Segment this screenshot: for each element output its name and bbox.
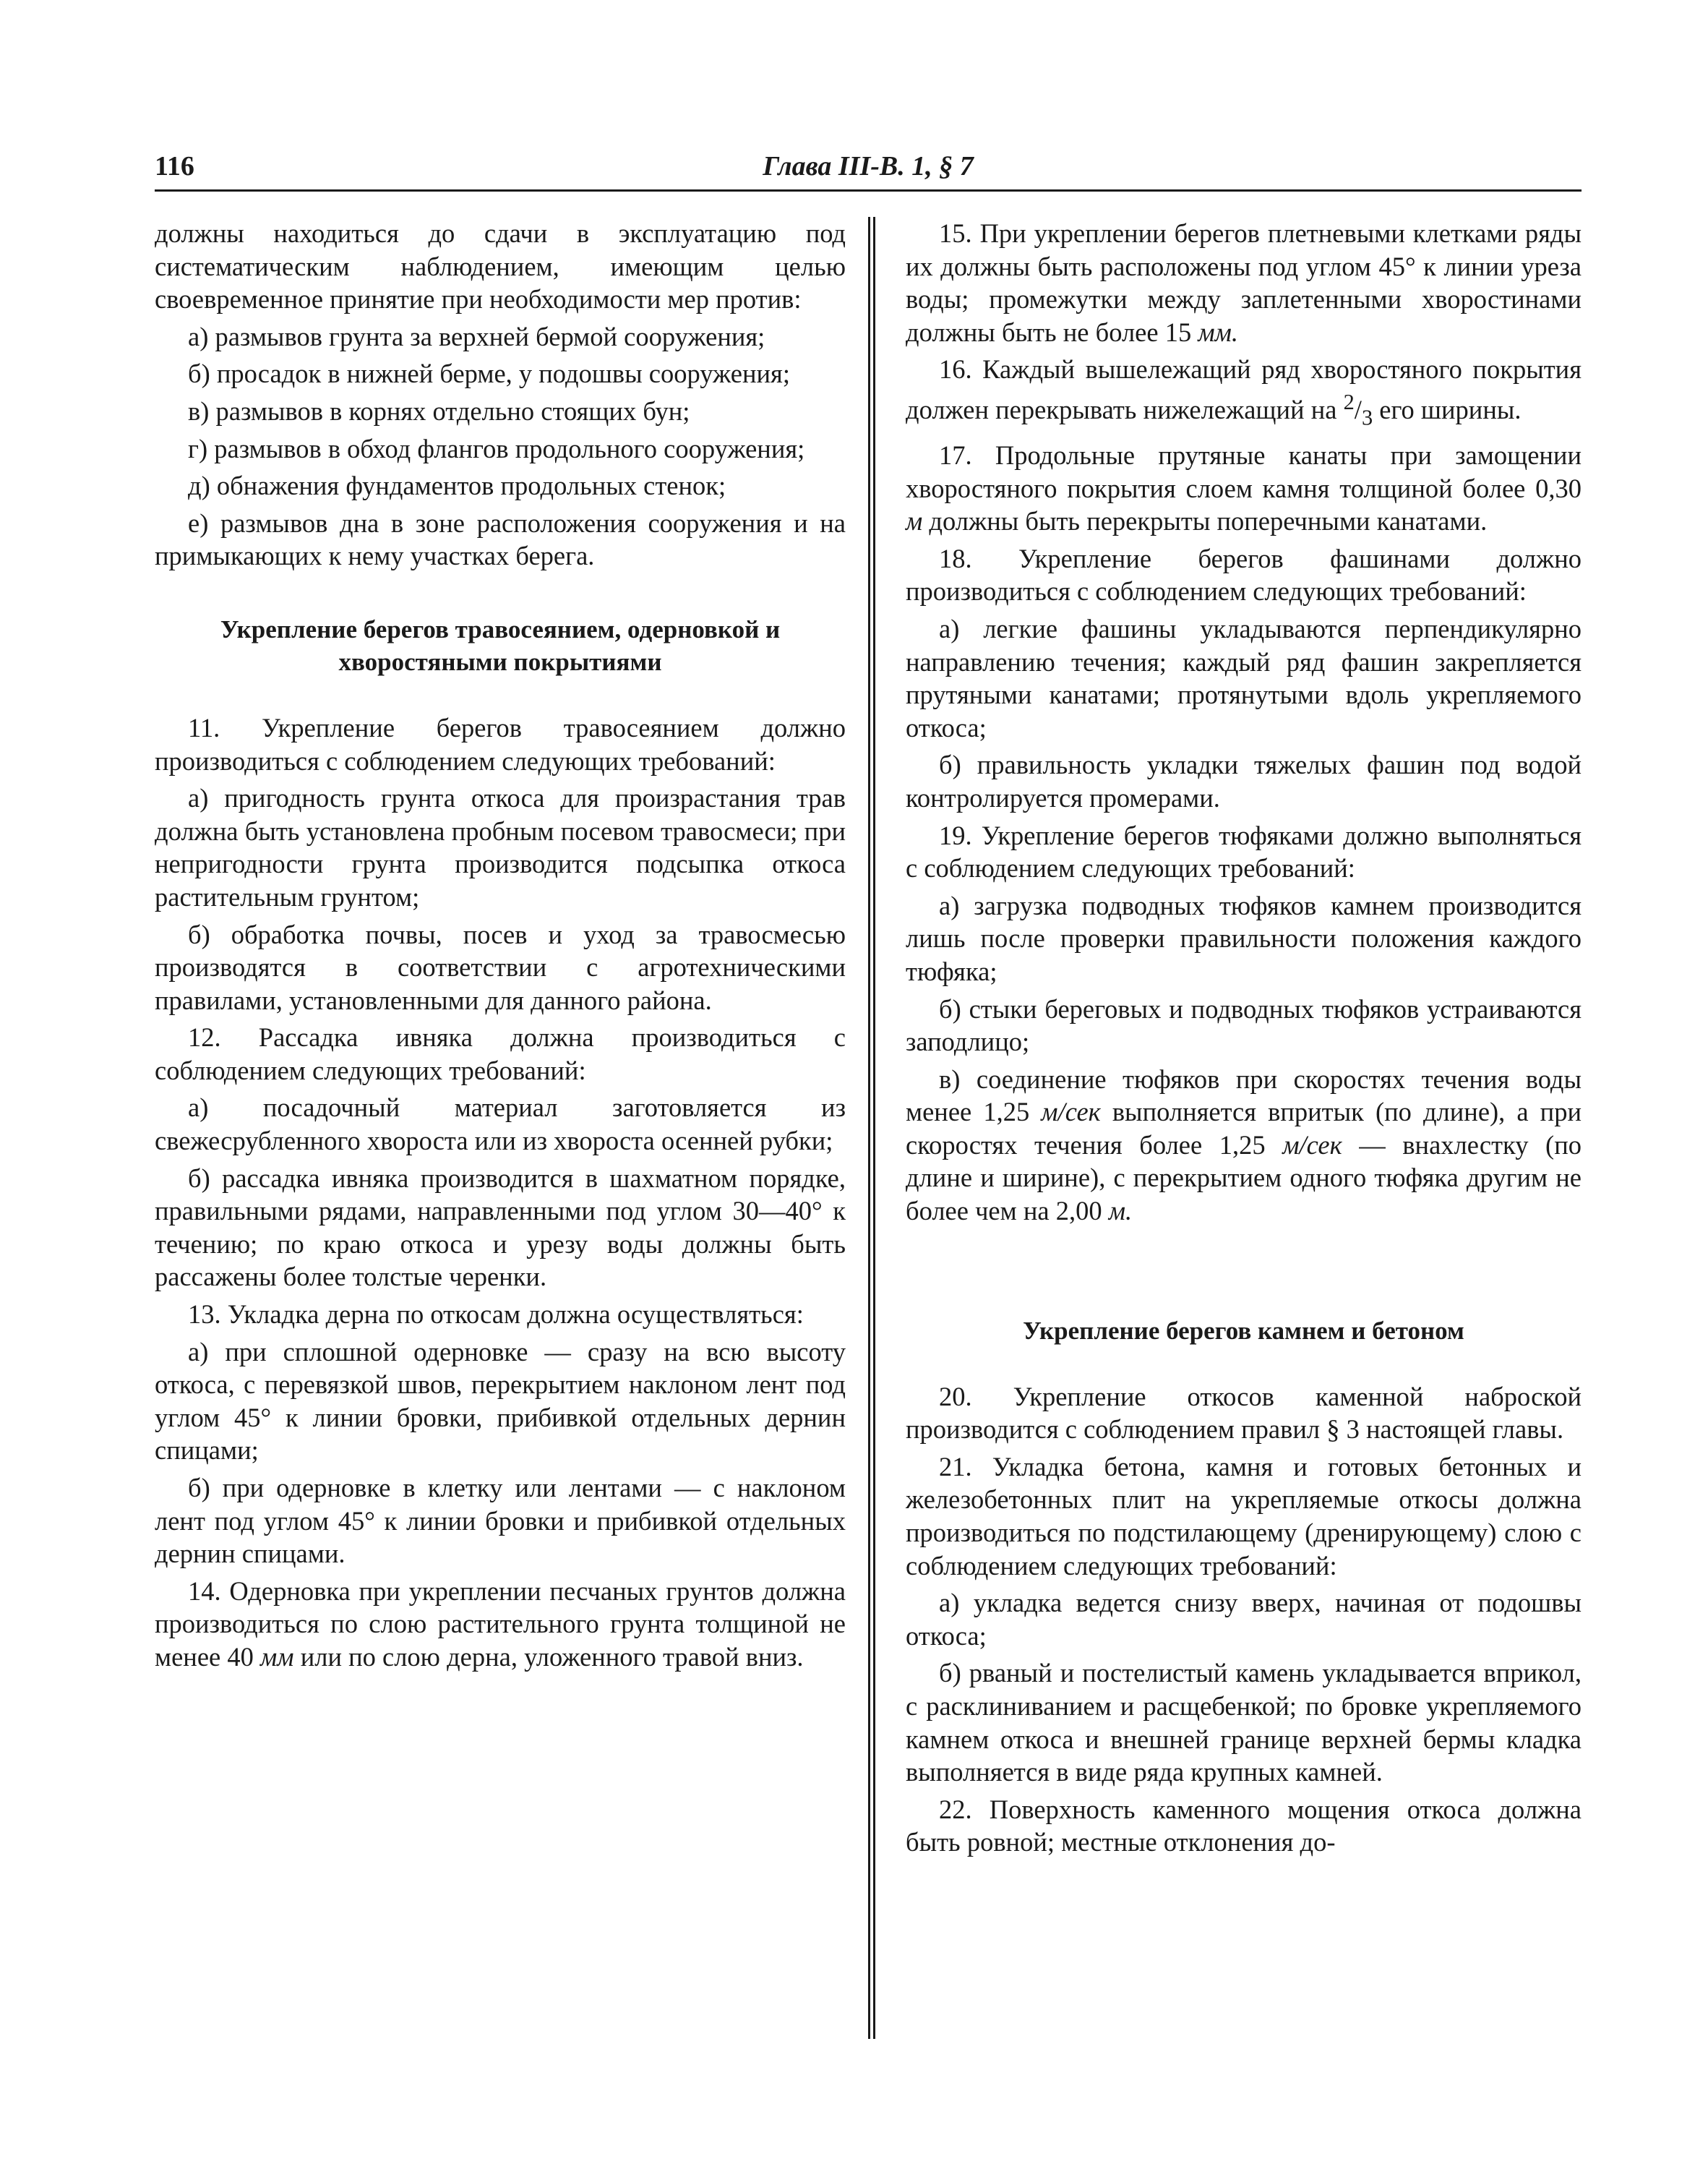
page-number: 116 xyxy=(155,151,194,181)
unit: мм. xyxy=(1198,317,1239,347)
paragraph xyxy=(155,1575,846,1674)
paragraph: 21. Укладка бетона, камня и готовых бетонных и железобетонных плит на укрепляемые откосы должна производиться по подстилающему (дренирующему) слою с соблюдением следующих требований: xyxy=(906,1451,1582,1581)
text: 14. Одерновка при укреплении песчаных грунтов должна производиться по слою растительного грунта толщиной не менее 40 xyxy=(155,1575,846,1672)
text: или по слою дерна, уложенного травой вниз. xyxy=(300,1641,804,1672)
left-column xyxy=(155,217,846,1678)
list-item: а) легкие фашины укладываются перпендикулярно направлению течения; каждый ряд фашин закрепляется прутяными канатами; протянутыми вдоль укрепляемого откоса; xyxy=(906,613,1582,743)
paragraph xyxy=(906,217,1582,348)
paragraph: 16. Каждый вышележащий ряд хворостяного покрытия должен перекрывать нижележащий на $^2/_3$ его ширины. xyxy=(906,354,1582,430)
list-item xyxy=(906,1063,1582,1228)
paragraph: 19. Укрепление берегов тюфяками должно выполняться с соблюдением следующих требований: xyxy=(906,820,1582,884)
paragraph: должны находиться до сдачи в эксплуатацию под систематическим наблюдением, имеющим целью своевременное принятие при необходимости мер против: xyxy=(155,218,846,315)
fraction-numerator: 2 xyxy=(1343,389,1355,414)
page-header xyxy=(155,150,1582,182)
text: его ширины. xyxy=(1379,395,1522,425)
right-column xyxy=(906,217,1582,1863)
list-item: б) рваный и постелистый камень укладывается вприкол, с расклиниванием и расщебенкой; по бровке укрепляемого камнем откоса и внешней границе верхней бермы кладка выполняется в виде ряда крупных камней. xyxy=(906,1658,1582,1787)
list-item: б) при одерновке в клетку или лентами — с наклоном лент под углом 45° к линии бровки и прибивкой отдельных дернин спицами. xyxy=(155,1473,846,1569)
unit: м xyxy=(906,506,923,536)
text: 16. Каждый вышележащий ряд хворостяного покрытия должен перекрывать нижележащий на xyxy=(906,354,1582,425)
paragraph: 22. Поверхность каменного мощения откоса должна быть ровной; местные отклонения до- xyxy=(906,1794,1582,1857)
list-item: а) пригодность грунта откоса для произрастания трав должна быть установлена пробным посевом травосмеси; при непригодности грунта производится подсыпка откоса растительным грунтом; xyxy=(155,783,846,912)
list-item: а) при сплошной одерновке — сразу на всю высоту откоса, с перевязкой швов, перекрытием наклоном лент под углом 45° к линии бровки, прибивкой отдельных дернин спицами; xyxy=(155,1336,846,1466)
list-item: в) размывов в корнях отдельно стоящих бун; xyxy=(188,395,690,426)
section-title: Укрепление берегов камнем и бетоном xyxy=(1023,1316,1464,1345)
section-title: Укрепление берегов травосеянием, одерновкой и хворостяными покрытиями xyxy=(220,615,781,676)
list-item: е) размывов дна в зоне расположения сооружения и на примыкающих к нему участках берега. xyxy=(155,508,846,571)
list-item: б) стыки береговых и подводных тюфяков устраиваются заподлицо; xyxy=(906,993,1582,1057)
paragraph: 20. Укрепление откосов каменной наброской производится с соблюдением правил § 3 настоящей главы. xyxy=(906,1381,1582,1445)
paragraph: 12. Рассадка ивняка должна производиться с соблюдением следующих требований: xyxy=(155,1022,846,1085)
list-item: б) рассадка ивняка производится в шахматном порядке, правильными рядами, направленными под углом 30—40° к течению; по краю откоса и урезу воды должны быть рассажены более толстые черенки. xyxy=(155,1163,846,1292)
unit: м/сек xyxy=(1282,1129,1342,1160)
unit: мм xyxy=(259,1641,294,1672)
list-item: а) загрузка подводных тюфяков камнем производится лишь после проверки правильности положения каждого тюфяка; xyxy=(906,890,1582,986)
fraction-denominator: 3 xyxy=(1361,405,1373,430)
list-item: а) размывов грунта за верхней бермой сооружения; xyxy=(188,321,765,351)
header-rule xyxy=(155,189,1582,192)
list-item: г) размывов в обход флангов продольного сооружения; xyxy=(188,433,805,463)
list-item: а) укладка ведется снизу вверх, начиная от подошвы откоса; xyxy=(906,1588,1582,1651)
paragraph: 18. Укрепление берегов фашинами должно производиться с соблюдением следующих требований: xyxy=(906,543,1582,607)
unit: м/сек xyxy=(1041,1097,1101,1127)
text: 15. При укреплении берегов плетневыми клетками ряды их должны быть расположены под углом 45° к линии уреза воды; промежутки между заплетенными хворостинами должны быть не более 15 xyxy=(906,218,1582,347)
list-item: б) обработка почвы, посев и уход за травосмесью производятся в соответствии с агротехническими правилами, установленными для данного района. xyxy=(155,919,846,1015)
list-item: д) обнажения фундаментов продольных стенок; xyxy=(188,471,726,501)
running-head: Глава III-В. 1, § 7 xyxy=(763,151,974,181)
paragraph: 11. Укрепление берегов травосеянием должно производиться с соблюдением следующих требований: xyxy=(155,712,846,776)
column-divider xyxy=(868,217,875,2039)
text: должны быть перекрыты поперечными канатами. xyxy=(929,506,1488,536)
text: выполняется впритык (по длине), а при скоростях течения более 1,25 xyxy=(906,1097,1582,1160)
paragraph xyxy=(906,439,1582,538)
list-item: а) посадочный материал заготовляется из свежесрубленного хвороста или из хвороста осенней рубки; xyxy=(155,1092,846,1156)
unit: м. xyxy=(1108,1196,1133,1226)
text: 17. Продольные прутяные канаты при замощении хворостяного покрытия слоем камня толщиной более 0,30 xyxy=(906,440,1582,503)
list-item: б) правильность укладки тяжелых фашин под водой контролируется промерами. xyxy=(906,750,1582,813)
paragraph: 13. Укладка дерна по откосам должна осуществляться: xyxy=(188,1299,804,1330)
text: в) соединение тюфяков при скоростях течения воды менее 1,25 xyxy=(906,1064,1582,1127)
text: — внахлестку (по длине и ширине), с перекрытием одного тюфяка другим не более чем на 2,00 xyxy=(906,1129,1582,1226)
list-item: б) просадок в нижней берме, у подошвы сооружения; xyxy=(188,359,790,389)
